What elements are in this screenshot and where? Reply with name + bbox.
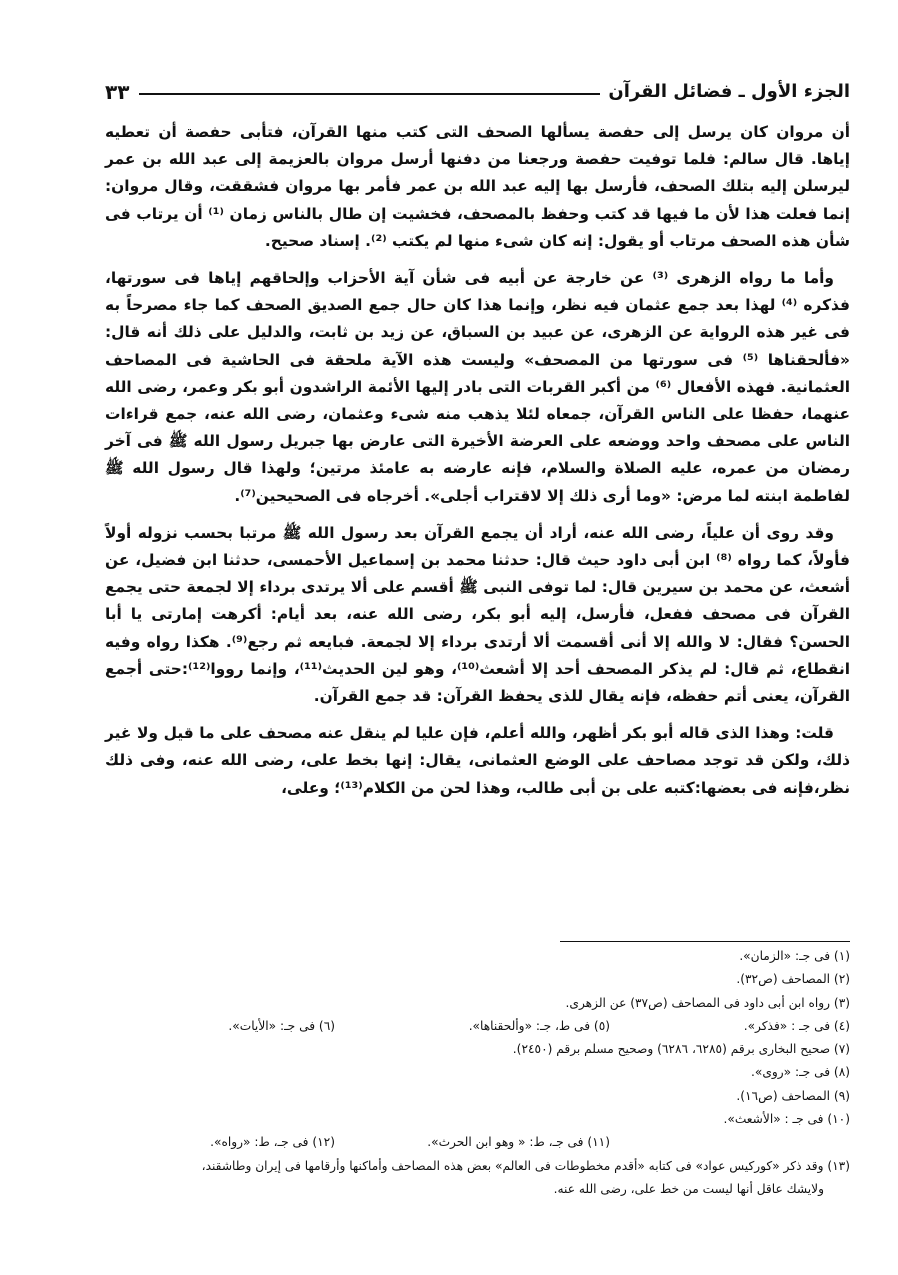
paragraph-3: وقد روى أن علياً، رضى الله عنه، أراد أن يجمع القرآن بعد رسول الله ﷺ مرتبا بحسب نزوله أولاً فأولاً، كما رواه ⁽⁸⁾ ابن أبى داود حيث قال: حدثنا محمد بن إسماعيل الأحمسى، حدثنا ابن فضيل، عن أشعث، عن محمد بن سيرين قال: لما توفى النبى ﷺ أقسم على ألا يرتدى برداء إلا لجمعة حتى يجمع القرآن فى مصحف ففعل، فأرسل، إليه أبو بكر، رضى الله عنه، بعد أيام: أكرهت إمارتى يا أبا الحسن؟ فقال: لا والله إلا أنى أقسمت ألا أرتدى برداء إلا لجمعة. فبايعه ثم رجع⁽⁹⁾. هكذا رواه وفيه انقطاع، ثم قال: لم يذكر المصحف أحد إلا أشعث⁽¹⁰⁾، وهو لين الحديث⁽¹¹⁾، وإنما رووا⁽¹²⁾:حتى أجمع القرآن، يعنى أتم حفظه، فإنه يقال للذى يحفظ القرآن: قد جمع القرآن. (105, 523, 850, 706)
footnote-line (105, 1015, 850, 1038)
footnote-12: (١٢) فى جـ، ط: «رواه». (210, 1135, 335, 1150)
footnote-11: (١١) فى جـ، ط: « وهو ابن الحرث». (427, 1135, 610, 1150)
footnote-13-line-1: (١٣) وقد ذكر «كوركيس عواد» فى كتابه «أقدم مخطوطات فى العالم» بعض هذه المصاحف وأماكنها وأرقامها فى إيران وطاشقند، (201, 1158, 850, 1173)
paragraph-2: وأما ما رواه الزهرى ⁽³⁾ عن خارجة عن أبيه فى شأن آية الأحزاب وإلحاقهم إياها فى سورتها، فذكره ⁽⁴⁾ لهذا بعد جمع عثمان فيه نظر، وإنما هذا كان حال جمع الصديق الصحف كما جاء مصرحاً به فى غير هذه الرواية عن الزهرى، عن عبيد بن السباق، عن زيد بن ثابت، والدليل على ذلك أنه قال: «فألحقناها ⁽⁵⁾ فى سورتها من المصحف» وليست هذه الآية ملحقة فى الحاشية فى المصاحف العثمانية. فهذه الأفعال ⁽⁶⁾ من أكبر القربات التى بادر إليها الأئمة الراشدون أبو بكر وعمر، رضى الله عنهما، حفظا على الناس القرآن، جمعاه لئلا يذهب منه شىء وعثمان، رضى الله عنه، جمع قراءات الناس على مصحف واحد ووضعه على العرضة الأخيرة التى عارض بها جبريل رسول الله ﷺ فى آخر رمضان من عمره، عليه الصلاة والسلام، فإنه عارضه به عامئذ مرتين؛ ولهذا قال رسول الله ﷺ لفاطمة ابنته لما مرض: «وما أرى ذلك إلا لاقتراب أجلى». أخرجاه فى الصحيحين⁽⁷⁾. (105, 269, 850, 505)
header-rule (139, 93, 600, 95)
footnote-10: (١٠) فى جـ : «الأشعث». (723, 1112, 850, 1127)
footnote-3: (٣) رواه ابن أبى داود فى المصاحف (ص٣٧) عن الزهرى. (565, 995, 850, 1010)
paragraph-1: أن مروان كان يرسل إلى حفصة يسألها الصحف التى كتب منها القرآن، فتأبى حفصة أن تعطيه إياها. قال سالم: فلما توفيت حفصة ورجعنا من دفنها أرسل مروان بالعزيمة إلى عبد الله بن عمر ليرسلن إليه بتلك الصحف، فأرسل بها إليه عبد الله بن عمر فأمر بها مروان فشققت، وقال مروان: إنما فعلت هذا لأن ما فيها قد كتب وحفظ بالمصحف، فخشيت إن طال بالناس زمان ⁽¹⁾ أن يرتاب فى شأن هذه الصحف مرتاب أو يقول: إنه كان شىء منها لم يكتب ⁽²⁾. إسناد صحيح. (105, 123, 850, 250)
footnote-divider (560, 941, 850, 942)
footnote-1: (١) فى جـ: «الزمان». (739, 949, 850, 963)
footnote-line (105, 992, 850, 1015)
footnote-line (105, 1085, 850, 1108)
paragraph-4: قلت: وهذا الذى قاله أبو بكر أظهر، والله أعلم، فإن عليا لم ينقل عنه مصحف على ما قيل ولا غير ذلك، ولكن قد توجد مصاحف على الوضع العثمانى، يقال: إنها بخط على، رضى الله عنه، وفى ذلك نظر،فإنه فى بعضها:كتبه على بن أبى طالب، وهذا لحن من الكلام⁽¹³⁾؛ وعلى، (105, 724, 850, 797)
main-text (105, 119, 850, 812)
footnote-5: (٥) فى ط، جـ: «وألحقناها». (468, 1018, 610, 1033)
footnote-line (105, 968, 850, 991)
footnote-line (105, 1155, 850, 1178)
footnote-2: (٢) المصاحف (ص٣٢). (736, 972, 850, 987)
footnote-line (105, 1108, 850, 1131)
footnote-line (105, 1178, 850, 1201)
running-title: الجزء الأول ـ فضائل القرآن (608, 81, 850, 102)
footnote-9: (٩) المصاحف (ص١٦). (736, 1088, 850, 1103)
footnote-13-line-2: ولايشك عاقل أنها ليست من خط على، رضى الله عنه. (553, 1181, 824, 1196)
footnote-6: (٦) فى جـ: «الأيات». (228, 1018, 335, 1033)
footnote-7: (٧) صحيح البخارى برقم (٦٢٨٥، ٦٢٨٦) وصحيح مسلم برقم (٢٤٥٠). (512, 1042, 850, 1057)
footnotes (105, 945, 850, 1201)
footnote-line (105, 945, 850, 968)
footnote-line (105, 1131, 850, 1154)
footnote-line (105, 1038, 850, 1061)
page-number: ٣٣ (105, 80, 130, 104)
page-header (105, 72, 850, 106)
footnote-8: (٨) فى جـ: «روى». (751, 1065, 850, 1080)
footnote-4: (٤) فى جـ : «فذكر». (743, 1018, 850, 1033)
footnote-line (105, 1061, 850, 1084)
